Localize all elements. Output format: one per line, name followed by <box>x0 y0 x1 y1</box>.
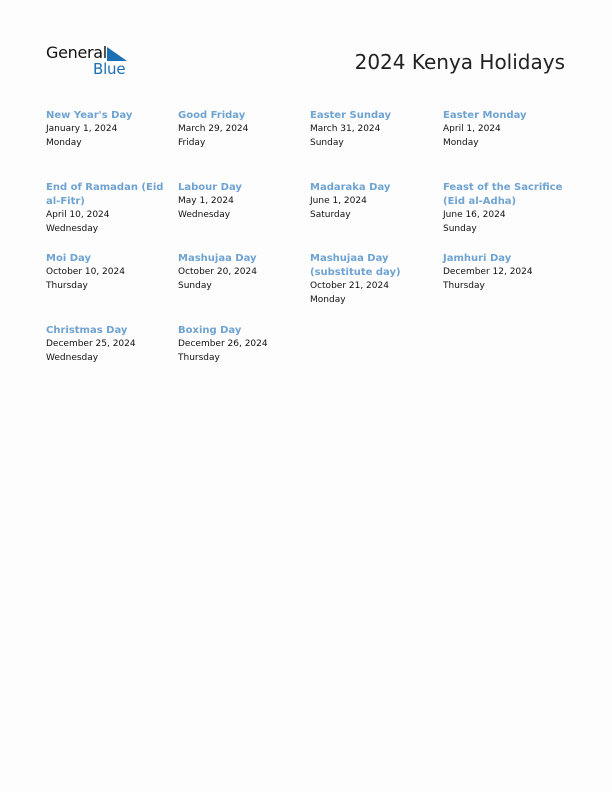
holiday-weekday: Sunday <box>443 223 477 234</box>
holiday-entry <box>443 181 568 236</box>
holiday-entry <box>310 252 435 307</box>
holiday-weekday: Sunday <box>310 137 344 148</box>
holiday-entry <box>443 252 568 293</box>
holiday-name: New Year's Day <box>46 110 133 121</box>
holiday-name: Christmas Day <box>46 325 128 336</box>
holiday-weekday: Wednesday <box>46 352 99 363</box>
holiday-date: March 29, 2024 <box>178 124 249 134</box>
holiday-entry <box>310 181 435 222</box>
holiday-date: October 21, 2024 <box>310 281 389 291</box>
holiday-weekday: Sunday <box>178 280 212 291</box>
holiday-entry <box>178 324 303 365</box>
holiday-weekday: Thursday <box>46 280 88 291</box>
holiday-entry <box>46 252 171 293</box>
holiday-name: Boxing Day <box>178 325 242 336</box>
holiday-weekday: Thursday <box>443 280 485 291</box>
holiday-weekday: Saturday <box>310 209 351 220</box>
holiday-entry <box>178 109 303 150</box>
holiday-weekday: Monday <box>46 137 82 148</box>
page-title: 2024 Kenya Holidays <box>354 50 565 74</box>
holiday-weekday: Friday <box>178 137 206 148</box>
holiday-name: Good Friday <box>178 110 246 121</box>
holiday-name: Labour Day <box>178 182 242 193</box>
holiday-entry <box>178 181 303 222</box>
holiday-name: Mashujaa Day (substitute day) <box>310 253 401 278</box>
holiday-entry <box>310 109 435 150</box>
holiday-name: End of Ramadan (Eid al-Fitr) <box>46 182 164 207</box>
holiday-date: April 1, 2024 <box>443 124 501 134</box>
generalblue-logo <box>46 44 136 80</box>
holiday-weekday: Wednesday <box>178 209 231 220</box>
holiday-date: April 10, 2024 <box>46 210 110 220</box>
holiday-weekday: Wednesday <box>46 223 99 234</box>
holiday-date: December 12, 2024 <box>443 267 533 277</box>
holiday-name: Jamhuri Day <box>443 253 512 264</box>
holiday-date: December 26, 2024 <box>178 339 268 349</box>
holiday-date: June 1, 2024 <box>310 196 367 206</box>
holiday-name: Feast of the Sacrifice (Eid al-Adha) <box>443 182 563 207</box>
holiday-date: October 20, 2024 <box>178 267 257 277</box>
logo-triangle-icon <box>107 47 127 61</box>
holiday-entry <box>46 324 171 365</box>
holiday-name: Easter Monday <box>443 110 527 121</box>
holiday-name: Easter Sunday <box>310 110 392 121</box>
holiday-date: May 1, 2024 <box>178 196 234 206</box>
holiday-entry <box>178 252 303 293</box>
holiday-entry <box>46 181 171 236</box>
holiday-weekday: Monday <box>443 137 479 148</box>
holiday-name: Moi Day <box>46 253 91 264</box>
holiday-date: October 10, 2024 <box>46 267 125 277</box>
holiday-entry <box>46 109 171 150</box>
holiday-weekday: Thursday <box>178 352 220 363</box>
logo-word-blue: Blue <box>93 60 126 78</box>
holiday-date: January 1, 2024 <box>46 124 118 134</box>
logo-word-general: General <box>46 43 107 62</box>
holiday-entry <box>443 109 568 150</box>
holiday-name: Mashujaa Day <box>178 253 257 264</box>
holiday-date: March 31, 2024 <box>310 124 381 134</box>
holiday-date: June 16, 2024 <box>443 210 506 220</box>
holiday-weekday: Monday <box>310 294 346 305</box>
holiday-name: Madaraka Day <box>310 182 391 193</box>
holiday-date: December 25, 2024 <box>46 339 136 349</box>
